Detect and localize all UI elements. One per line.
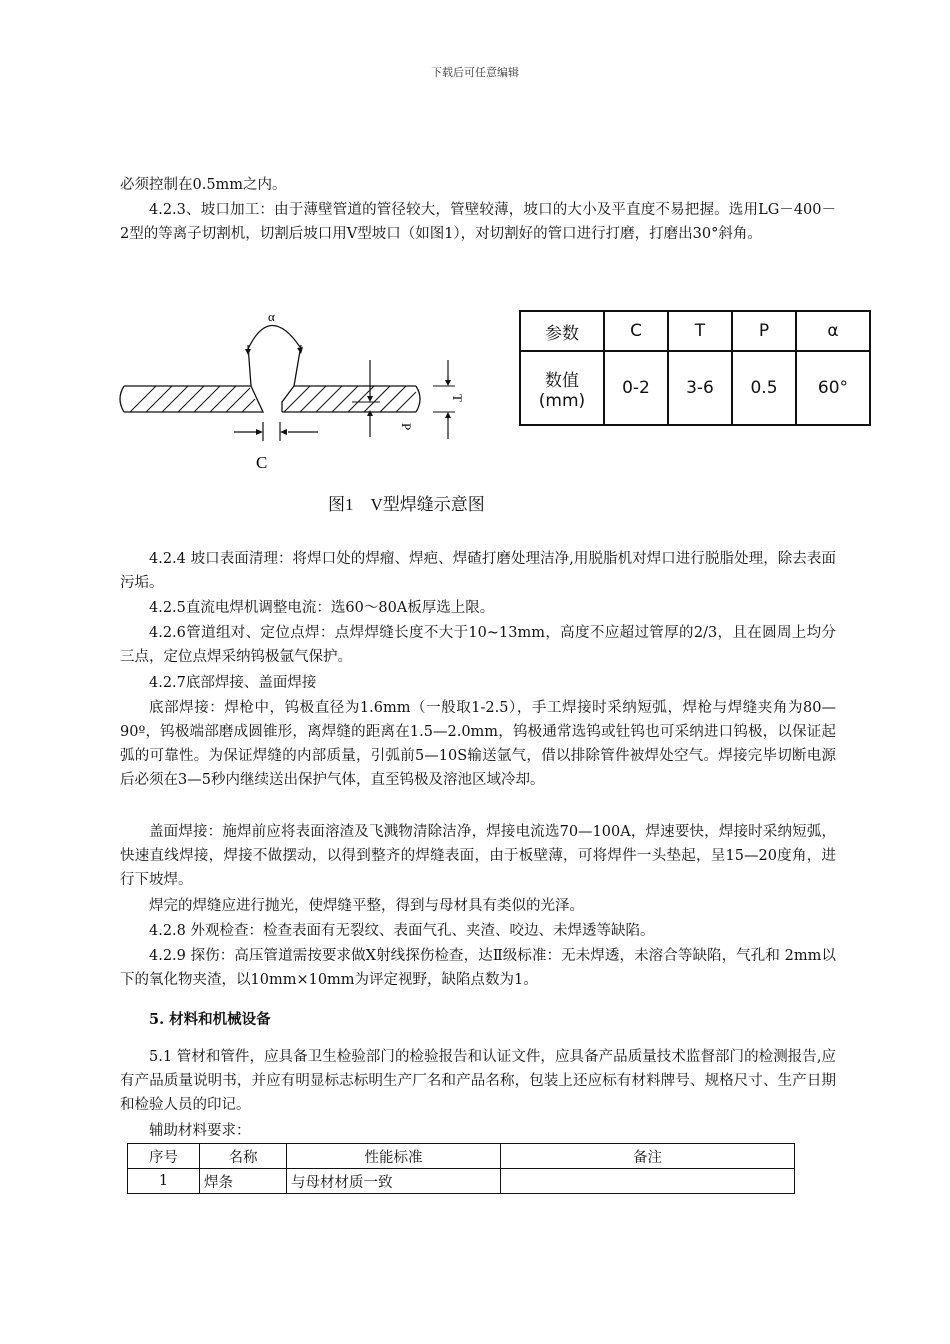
param-header-cell: C bbox=[604, 311, 668, 351]
paragraph: 焊完的焊缝应进行抛光，使焊缝平整，得到与母材具有类似的光泽。 bbox=[149, 898, 584, 914]
paragraph: 必须控制在0.5mm之内。 bbox=[120, 177, 287, 193]
label-c: C bbox=[256, 453, 268, 472]
label-p: P bbox=[399, 423, 414, 431]
paragraph-groove-processing: 4.2.3、坡口加工：由于薄壁管道的管径较大，管壁较薄，坡口的大小及平直度不易把握。选用LG－400－2型的等离子切割机，切割后坡口用Ⅴ型坡口（如图1），对切割好的管口进行打磨，打磨出30°斜角。 bbox=[120, 202, 836, 242]
material-cell: 焊条 bbox=[200, 1169, 287, 1194]
page-header: 下载后可任意编辑 bbox=[431, 66, 519, 79]
paragraph: 盖面焊接：施焊前应将表面溶渣及飞溅物清除洁净，焊接电流选70—100A，焊速要快，焊接时采纳短弧，快速直线焊接，焊接不做摆动，以得到整齐的焊缝表面，由于板壁薄，可将焊件一头垫起，呈15—20度角，进行下坡焊。 bbox=[120, 824, 836, 888]
paragraph: 4.2.9 探伤：高压管道需按要求做X射线探伤检查，达Ⅱ级标准：无未焊透，未溶合等缺陷，气孔和 2mm以下的氧化物夹渣，以10mm×10mm为评定视野，缺陷点数为1。 bbox=[120, 948, 836, 988]
param-value-cell: 60° bbox=[796, 351, 870, 425]
param-header-cell: T bbox=[668, 311, 732, 351]
angle-arc bbox=[248, 325, 300, 349]
label-t: T bbox=[450, 394, 465, 402]
paragraph: 4.2.5直流电焊机调整电流：选60～80A板厚选上限。 bbox=[149, 600, 495, 616]
paragraph: 4.2.7底部焊接、盖面焊接 bbox=[149, 675, 317, 691]
parameter-table bbox=[519, 310, 871, 426]
paragraph: 底部焊接：焊枪中，钨极直径为1.6mm（一般取1-2.5），手工焊接时采纳短弧，焊枪与焊缝夹角为80—90º，钨极端部磨成圆锥形，离焊缝的距离在1.5—2.0mm，钨极通常选钨或钍钨也可采纳进口钨极，以保证起弧的可靠性。为保证焊缝的内部质量，引弧前5—10S输送氩气，借以排除管件被焊处空气。焊接完毕切断电源后必须在3—5秒内继续送出保护气体，直至钨极及溶池区域冷却。 bbox=[120, 700, 836, 788]
paragraph: 4.2.6管道组对、定位点焊：点焊焊缝长度不大于10~13mm，高度不应超过管厚的2/3，且在圆周上均分三点，定位点焊采纳钨极氩气保护。 bbox=[120, 625, 836, 665]
material-header-cell: 备注 bbox=[501, 1144, 795, 1169]
section-heading: 5. 材料和机械设备 bbox=[149, 1011, 271, 1028]
left-plate bbox=[120, 386, 263, 412]
param-row-label-line2: (mm) bbox=[538, 390, 586, 411]
paragraph: 4.2.4 坡口表面清理：将焊口处的焊瘤、焊疤、焊碴打磨处理洁净,用脱脂机对焊口进行脱脂处理，除去表面污垢。 bbox=[120, 551, 836, 591]
material-cell: 1 bbox=[128, 1169, 200, 1194]
param-value-cell: 0-2 bbox=[604, 351, 668, 425]
paragraph: 4.2.8 外观检查：检查表面有无裂纹、表面气孔、夹渣、咬边、未焊透等缺陷。 bbox=[149, 923, 655, 939]
material-table bbox=[127, 1143, 795, 1194]
paragraph: 辅助材料要求： bbox=[149, 1123, 251, 1139]
table-row bbox=[128, 1169, 795, 1194]
material-header-cell: 序号 bbox=[128, 1144, 200, 1169]
figure-caption: 图1 V型焊缝示意图 bbox=[328, 495, 485, 514]
param-value-cell: 0.5 bbox=[732, 351, 796, 425]
param-row-label-line1: 数值 bbox=[545, 370, 579, 391]
material-cell bbox=[501, 1169, 795, 1194]
material-cell: 与母材材质一致 bbox=[287, 1169, 501, 1194]
param-header-cell: P bbox=[732, 311, 796, 351]
param-row-label bbox=[520, 351, 604, 425]
param-value-cell: 3-6 bbox=[668, 351, 732, 425]
param-header-cell: α bbox=[796, 311, 870, 351]
param-header-cell: 参数 bbox=[520, 311, 604, 351]
label-alpha: α bbox=[268, 309, 275, 324]
material-header-cell: 名称 bbox=[200, 1144, 287, 1169]
v-weld-diagram bbox=[110, 305, 490, 480]
right-plate bbox=[282, 386, 420, 412]
paragraph: 5.1 管材和管件，应具备卫生检验部门的检验报告和认证文件，应具备产品质量技术监督部门的检测报告,应有产品质量说明书，并应有明显标志标明生产厂名和产品名称，包装上还应标有材料牌号、规格尺寸、生产日期和检验人员的印记。 bbox=[120, 1049, 836, 1113]
material-header-cell: 性能标准 bbox=[287, 1144, 501, 1169]
